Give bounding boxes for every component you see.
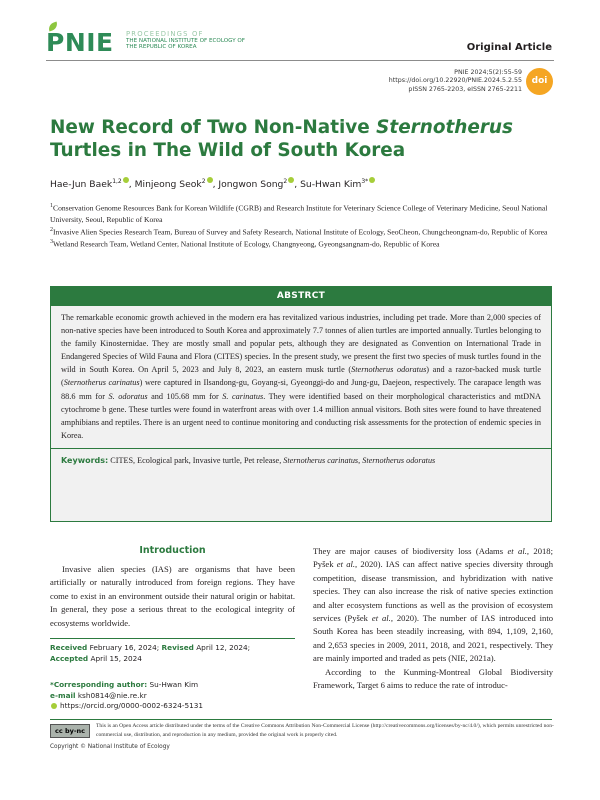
logo-line-3: THE REPUBLIC OF KOREA: [126, 44, 197, 51]
abstract-segment: ) were captured in Ilsandong-gu, Goyang-si, Gyeonggi-do and Jung-gu, Daejeon, respectively. The carapace length was 88.6 mm for: [61, 378, 541, 401]
footer-divider: [50, 719, 552, 720]
dates-line-1: [50, 642, 295, 653]
species-name: S. carinatus: [222, 391, 264, 401]
author-name: Su-Hwan Kim: [300, 179, 362, 190]
keyword-species: Sternotherus carinatus: [283, 455, 359, 465]
affiliation-text: Conservation Genome Resources Bank for Korean Wildlife (CGRB) and Research Institute for Veterinary Science College of Veterinary Medicine, Seoul National University, Seoul, Republic of Korea: [50, 203, 548, 224]
abstract-heading: ABSTRCT: [51, 287, 551, 306]
logo-mark: PNIE: [46, 28, 114, 57]
author-name: Jongwon Song: [218, 179, 284, 190]
citation: PNIE 2024;5(2):55-59: [454, 69, 522, 76]
correspondence: [50, 680, 295, 712]
corresponding-name: Su-Hwan Kim: [147, 680, 199, 689]
article-type: Original Article: [466, 42, 552, 53]
citation-etal: et al.: [371, 613, 391, 624]
cc-license-icon[interactable]: cc by-nc: [50, 724, 90, 738]
orcid-icon[interactable]: [123, 177, 129, 183]
author-affiliation: 2: [283, 177, 288, 185]
dates-line-2: [50, 653, 295, 664]
received-date: February 16, 2024;: [87, 643, 162, 652]
keyword-species: Sternotherus odoratus: [362, 455, 436, 465]
logo-text: [126, 31, 245, 51]
doi-icon[interactable]: doi: [526, 68, 553, 95]
doi-link[interactable]: https://doi.org/10.22920/PNIE.2024.5.2.55: [388, 77, 522, 85]
right-column: [313, 545, 553, 692]
affiliations: [50, 201, 560, 250]
orcid-line: [50, 701, 295, 712]
affiliation-text: Wetland Research Team, Wetland Center, National Institute of Ecology, Changnyeong, Gyeongsangnam-do, Republic of Korea: [53, 239, 440, 249]
keywords-text: CITES, Ecological park, Invasive turtle, Pet release,: [108, 455, 284, 465]
intro-paragraph-right: [313, 545, 553, 666]
body-segment: , 2020). IAS can affect native species diversity through competition, disease transmission, and hybridization with native species. They can also increase the risk of native species extinction and alter ecosystem functions as well as the provision of ecosystem services (Pyšek: [313, 559, 553, 624]
journal-logo: [46, 28, 266, 58]
accepted-label: Accepted: [50, 654, 89, 663]
received-label: Received: [50, 643, 88, 652]
email-label: e-mail: [50, 690, 76, 700]
corresponding-author: [50, 680, 295, 691]
orcid-icon: [51, 703, 57, 709]
orcid-icon[interactable]: [207, 177, 213, 183]
abstract-box: [50, 286, 552, 522]
section-heading-introduction: Introduction: [139, 545, 206, 556]
affiliation-number: 1: [50, 203, 53, 209]
author-name: Hae-Jun Baek: [50, 179, 113, 190]
keywords-label: Keywords:: [61, 455, 109, 465]
body-segment: They are major causes of biodiversity loss (Adams: [313, 546, 508, 556]
abstract-segment: The remarkable economic growth achieved in the modern era has revitalized various industries, including pet trade. More than 2,000 species of non-native species have been introduced to South Korea and approximately 7.7 tonnes of alien turtles are imported annually. Turtles belonging to the family Kinosternidae. They are mostly small and popular pets, although they are designated as Convention on International Trade in Endangered Species of Wild Fauna and Flora (CITES) species. In the present study, we present the first two species of musk turtles found in the wild in South Korea. On April 5, 2023 and July 8, 2023, an eastern musk turtle (: [61, 313, 541, 375]
author-affiliation: 1,2: [112, 177, 122, 185]
title-genus: Sternotherus: [376, 117, 513, 138]
email-line: [50, 691, 295, 702]
citation-meta: [389, 69, 522, 94]
affiliation: [50, 225, 560, 238]
intro-paragraph-left: Invasive alien species (IAS) are organisms that have been artificially or naturally introduced from foreign regions. They have come to exist in an environment outside their natural origin or habitat. In general, they pose a serious threat to the ecological integrity of ecosystems worldwide.: [50, 564, 295, 628]
affiliation-text: Invasive Alien Species Research Team, Bureau of Survey and Safety Research, National Institute of Ecology, SeoCheon, Chungcheongnam-do, Republic of Korea: [53, 227, 548, 237]
abstract-segment: . They were identified based on their morphological characteristics and mtDNA cytochrome b gene. These turtles were found in waterfront areas with over 1.4 million annual visitors. Both sites were found to have threatened amphibians and reptiles. There is an urgent need to continue monitoring and conducting risk assessments for the protection of endemic species in Korea.: [61, 391, 541, 440]
left-column: [50, 545, 295, 630]
logo-line-1: PROCEEDINGS OF: [126, 30, 204, 38]
abstract-segment: and 105.68 mm for: [147, 391, 223, 401]
affiliation: [50, 201, 560, 225]
body-segment: , 2020). The number of IAS introduced into South Korea has been steadily increasing, with 894, 1,109, 2,160, and 2,653 species in 2009, 2011, 2018, and 2021, respectively. They are mainly imported and traded as pets (NIE, 2021a).: [313, 613, 554, 664]
affiliation-number: 3: [50, 239, 53, 246]
keywords: [51, 449, 551, 472]
title-part-2: Turtles in The Wild of South Korea: [50, 140, 406, 161]
article-dates: [50, 638, 295, 664]
species-name: Sternotherus odoratus: [351, 365, 427, 375]
logo-line-2: THE NATIONAL INSTITUTE OF ECOLOGY OF: [126, 37, 246, 44]
author-list: Hae-Jun Baek$^{1,2}$ , Minjeong Seok$^2$ , Jongwon Song$^2$ , Su-Hwan Kim$^{3*}$: [50, 177, 375, 190]
keyword-separator: ,: [358, 455, 363, 465]
species-name: Sternotherus carinatus: [63, 378, 140, 388]
orcid-icon[interactable]: [288, 177, 294, 183]
orcid-icon[interactable]: [369, 177, 375, 183]
corresponding-label: *Corresponding author:: [50, 680, 148, 689]
accepted-date: April 15, 2024: [88, 654, 142, 663]
author-name: Minjeong Seok: [134, 179, 202, 190]
species-name: S. odoratus: [108, 391, 148, 401]
author-affiliation: 2: [201, 177, 206, 185]
intro-paragraph-right-2: According to the Kunming-Montreal Global Biodiversity Framework, Target 6 aims to reduce the rate of introduc-: [313, 666, 553, 691]
orcid-link[interactable]: https://orcid.org/0000-0002-6324-5131: [60, 701, 204, 710]
header-divider: [46, 60, 554, 61]
affiliation-number: 2: [50, 226, 53, 233]
license-text: This is an Open Access article distributed under the terms of the Creative Commons Attribution Non-Commercial License (http://creativecommons.org/licenses/by-nc/4.0/), which permits unrestricted non-commercial use, distribution, and reproduction in any medium, provided the original work is properly cited.: [96, 723, 554, 738]
body-segment: , 2018; Pyšek: [313, 546, 553, 570]
copyright: Copyright © National Institute of Ecology: [50, 744, 170, 750]
revised-label: Revised: [161, 643, 194, 652]
affiliation: [50, 237, 560, 250]
email-link[interactable]: ksh0814@nie.re.kr: [75, 690, 147, 700]
citation-etal: et al.: [507, 546, 527, 556]
issn: pISSN 2765-2203, eISSN 2765-2211: [408, 85, 522, 93]
revised-date: April 12, 2024;: [193, 643, 251, 652]
abstract-segment: ) and a razor-backed musk turtle (: [61, 365, 541, 388]
citation-etal: et al.: [336, 559, 356, 570]
author-affiliation: 3*: [361, 177, 369, 185]
title-part-1: New Record of Two Non-Native: [50, 117, 377, 138]
abstract-text: [51, 306, 551, 442]
article-title: [50, 116, 570, 162]
